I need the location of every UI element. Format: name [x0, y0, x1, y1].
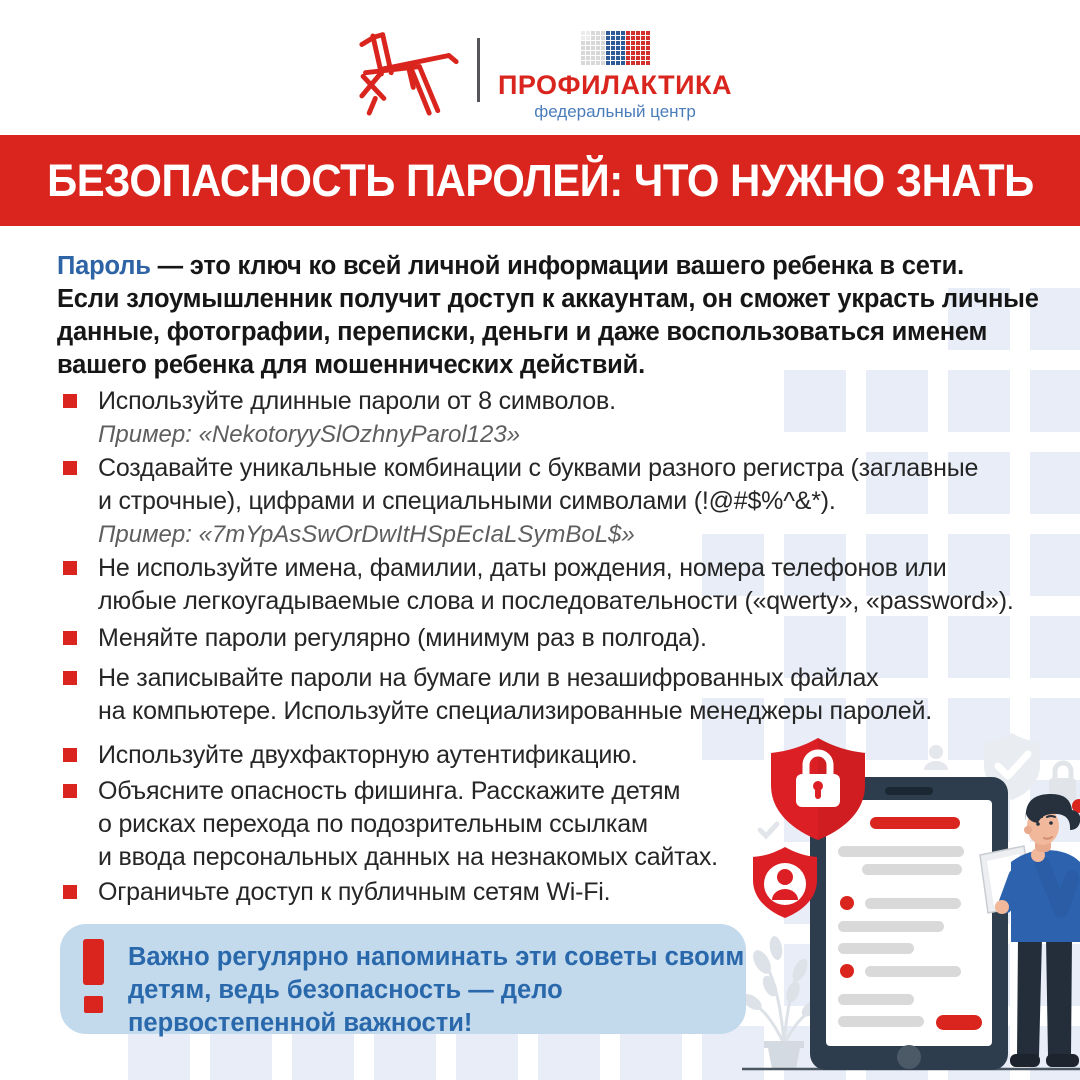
bullet-marker — [63, 394, 77, 408]
bullet-item — [63, 385, 616, 451]
pixel-square — [1030, 534, 1080, 596]
bullet-item — [63, 452, 978, 551]
exclamation-icon — [83, 939, 104, 985]
bullet-line: любые легкоугадываемые слова и последовательности («qwerty», «password»). — [98, 587, 1014, 615]
note-text — [128, 941, 744, 1040]
bullet-example: Пример: «NekotoryySlOzhnyParol123» — [98, 421, 521, 448]
bullet-line: Используйте длинные пароли от 8 символов. — [98, 387, 616, 415]
bullet-text — [98, 876, 610, 909]
bullet-marker — [63, 561, 77, 575]
pixel-square — [948, 616, 1010, 678]
brand-name: ПРОФИЛАКТИКА — [498, 70, 732, 100]
intro-line: вашего ребенка для мошеннических действий. — [57, 351, 646, 379]
title-banner — [0, 135, 1080, 226]
page-title: БЕЗОПАСНОСТЬ ПАРОЛЕЙ: ЧТО НУЖНО ЗНАТЬ — [46, 154, 1034, 206]
bullet-marker — [63, 748, 77, 762]
bullet-line: о рисках перехода по подозрительным ссылкам — [98, 810, 648, 838]
bullet-text — [98, 775, 718, 874]
bullet-marker — [63, 885, 77, 899]
check-icon — [760, 824, 777, 836]
brand-subtitle: федеральный центр — [534, 102, 696, 121]
bullet-item — [63, 662, 932, 728]
bullet-text — [98, 452, 978, 551]
bullet-marker — [63, 671, 77, 685]
bullet-line: и ввода персональных данных на незнакомых сайтах. — [98, 843, 718, 871]
bullet-line: Используйте двухфакторную аутентификацию. — [98, 741, 638, 769]
bullet-example: Пример: «7mYpAsSwOrDwItHSpEcIaLSymBoL$» — [98, 521, 635, 548]
note-line: Важно регулярно напоминать эти советы своим — [128, 943, 745, 971]
intro-line — [57, 250, 1039, 283]
bullet-item — [63, 775, 718, 874]
note-line: детям, ведь безопасность — дело — [128, 976, 563, 1004]
user-silhouette-icon — [924, 745, 948, 770]
bullet-line: и строчные), цифрами и специальными символами (!@#$%^&*). — [98, 487, 836, 515]
logo-divider — [477, 38, 480, 102]
bullet-line: Не записывайте пароли на бумаге или в незашифрованных файлах — [98, 664, 879, 692]
pixel-flag-icon — [581, 31, 650, 65]
bullet-line: на компьютере. Используйте специализированные менеджеры паролей. — [98, 697, 932, 725]
bullet-marker — [63, 784, 77, 798]
bullet-line: Не используйте имена, фамилии, даты рождения, номера телефонов или — [98, 554, 947, 582]
bullet-text — [98, 662, 932, 728]
bullet-text — [98, 552, 1014, 618]
lead-word: Пароль — [57, 252, 151, 280]
bullet-marker — [63, 461, 77, 475]
shield-user-icon — [753, 847, 817, 918]
bullet-line: Объясните опасность фишинга. Расскажите детям — [98, 777, 681, 805]
header — [0, 0, 1080, 135]
note-line: первостепенной важности! — [128, 1009, 473, 1037]
bullet-item — [63, 876, 610, 909]
bullet-line: Меняйте пароли регулярно (минимум раз в полгода). — [98, 624, 707, 652]
exclamation-icon — [84, 996, 103, 1013]
bullet-item — [63, 552, 1014, 618]
intro-line: данные, фотографии, переписки, деньги и даже воспользоваться именем — [57, 318, 988, 346]
intro-line: Если злоумышленник получит доступ к аккаунтам, он сможет украсть личные — [57, 285, 1039, 313]
bullet-item — [63, 622, 707, 655]
bullet-text — [98, 385, 616, 451]
horse-line-art-icon — [350, 20, 468, 118]
pixel-square — [1030, 452, 1080, 514]
bullet-line: Создавайте уникальные комбинации с буквами разного регистра (заглавные — [98, 454, 979, 482]
brand-block — [492, 22, 738, 122]
bullet-text — [98, 622, 707, 655]
bullet-text — [98, 739, 637, 772]
bullet-item — [63, 739, 637, 772]
bullet-marker — [63, 631, 77, 645]
intro-line-rest: — это ключ ко всей личной информации вашего ребенка в сети. — [150, 252, 964, 280]
intro-paragraph — [57, 250, 1039, 382]
bullet-line: Ограничьте доступ к публичным сетям Wi-Fi. — [98, 878, 611, 906]
pixel-square — [1030, 616, 1080, 678]
